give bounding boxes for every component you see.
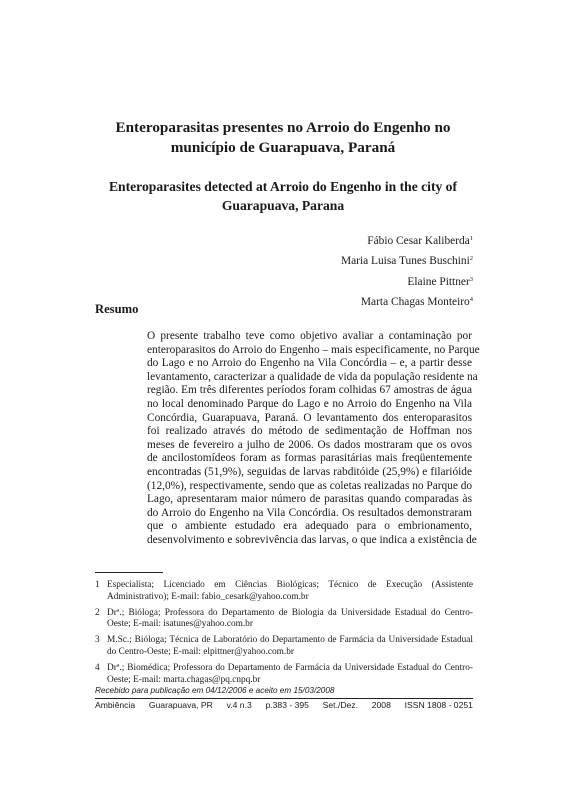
footnote-number: 4 bbox=[95, 662, 100, 673]
author-list bbox=[341, 230, 473, 311]
abstract-line: no local denominado Parque do Lago e no Arroio do Engenho na Vila bbox=[147, 397, 472, 410]
footnote bbox=[95, 608, 473, 632]
journal-footer-rule bbox=[95, 698, 473, 699]
abstract-line: do Arroio do Engenho na Vila Concórdia. Os resultados demonstraram bbox=[147, 506, 472, 519]
footnote-number: 3 bbox=[95, 635, 100, 646]
received-date-note: Recebido para publicação em 04/12/2006 e aceito em 15/03/2008 bbox=[95, 686, 335, 695]
abstract-line: enteroparasitos do Arroio do Engenho – mais especificamente, no Parque bbox=[147, 343, 480, 356]
author-ref: 4 bbox=[469, 295, 473, 303]
author-ref: 1 bbox=[469, 235, 473, 242]
footnote-line: Oeste; E-mail: isatunes@yahoo.com.br bbox=[107, 619, 253, 630]
title-en-line: Guarapuava, Parana bbox=[221, 198, 345, 213]
journal-pages: p.383 - 395 bbox=[265, 700, 309, 710]
author-ref: 3 bbox=[469, 275, 473, 283]
abstract-line: (12,0%), respectivamente, sendo que as coletas realizadas no Parque do bbox=[147, 479, 473, 492]
journal-period: Set./Dez. bbox=[322, 700, 359, 710]
abstract-line: de ancilostomídeos foram as formas parasitárias mais freqüentemente bbox=[147, 452, 472, 465]
journal-volume: v.4 n.3 bbox=[226, 700, 252, 710]
footnote-line: Oeste; E-mail: marta.chagas@pq.cnpq.br bbox=[107, 674, 261, 685]
author bbox=[341, 271, 473, 291]
abstract-line: do Lago e no Arroio do Engenho na Vila Concórdia – e, a partir desse bbox=[147, 357, 472, 370]
journal-city: Guarapuava, PR bbox=[148, 700, 213, 710]
abstract-line: meses de fevereiro a julho de 2006. Os dados mostraram que os ovos bbox=[147, 438, 472, 451]
footnote-text bbox=[107, 663, 473, 687]
footnote-line: M.Sc.; Bióloga; Técnica de Laboratório do Departamento de Farmácia da Universidade Estadual bbox=[107, 635, 473, 646]
author-name: Elaine Pittner bbox=[407, 275, 470, 288]
footnote-number: 2 bbox=[95, 607, 100, 618]
title-pt-line: Enteroparasitas presentes no Arroio do Engenho no bbox=[115, 119, 451, 136]
abstract-line: encontradas (51,9%), seguidas de larvas rabditóide (25,9%) e filarióide bbox=[147, 465, 472, 478]
author bbox=[341, 230, 473, 250]
author-ref: 2 bbox=[469, 255, 473, 263]
footnote-text bbox=[107, 608, 473, 632]
abstract-line: que o ambiente estudado era adequado para o embrionamento, bbox=[147, 520, 472, 533]
journal-name: Ambiência bbox=[95, 700, 136, 710]
journal-year: 2008 bbox=[371, 700, 391, 710]
abstract-line: Concórdia, Guarapuava, Paraná. O levantamento dos enteroparasitos bbox=[147, 411, 472, 424]
abstract-line: Lago, apresentaram maior número de parasitas quando comparadas às bbox=[147, 493, 472, 506]
abstract-line: região. Em três diferentes períodos foram colhidas 67 amostras de água bbox=[147, 384, 472, 397]
journal-issn: ISSN 1808 - 0251 bbox=[404, 700, 473, 710]
author-name: Maria Luisa Tunes Buschini bbox=[340, 255, 470, 268]
footnote-number: 1 bbox=[95, 580, 100, 590]
footnote bbox=[95, 580, 473, 604]
article-title-english bbox=[95, 177, 471, 215]
abstract-line: desenvolvimento e sobrevivência das larvas, o que indica a existência de bbox=[147, 533, 477, 546]
author bbox=[341, 291, 473, 311]
section-heading-resumo: Resumo bbox=[95, 302, 139, 316]
abstract-line: O presente trabalho teve como objetivo avaliar a contaminação por bbox=[147, 330, 472, 342]
title-en-line: Enteroparasites detected at Arroio do Engenho in the city of bbox=[108, 179, 457, 194]
author-name: Fábio Cesar Kaliberda bbox=[367, 235, 470, 247]
abstract-line: foi realizado através do método de sedimentação de Hoffman nos bbox=[147, 425, 472, 438]
author bbox=[341, 250, 473, 270]
footnote-line: Especialista; Licenciado em Ciências Biológicas; Técnico de Execução (Assistente bbox=[107, 580, 473, 590]
footnote bbox=[95, 635, 473, 659]
abstract-body bbox=[147, 330, 480, 548]
footnote-text bbox=[107, 580, 473, 604]
author-name: Marta Chagas Monteiro bbox=[360, 295, 470, 308]
footnote-divider bbox=[95, 572, 163, 573]
footnote bbox=[95, 663, 473, 687]
footnote-line: Drª.; Bióloga; Professora do Departamento de Biologia da Universidade Estadual do Centro- bbox=[107, 607, 473, 618]
footnote-line: Administrativo); E-mail: fabio_cesark@yahoo.com.br bbox=[107, 591, 309, 602]
abstract-line: levantamento, caracterizar a qualidade de vida da população residente na bbox=[147, 370, 478, 383]
footnote-line: Drª.; Biomédica; Professora do Departamento de Farmácia da Universidade Estadual do Centro- bbox=[107, 662, 473, 673]
article-title-portuguese bbox=[95, 118, 471, 158]
footnotes bbox=[95, 580, 473, 690]
footnote-line: do Centro-Oeste; E-mail: elpittner@yahoo.com.br bbox=[107, 646, 294, 657]
footnote-text bbox=[107, 635, 473, 659]
journal-footer bbox=[95, 700, 473, 710]
title-pt-line: município de Guarapuava, Paraná bbox=[170, 139, 396, 156]
